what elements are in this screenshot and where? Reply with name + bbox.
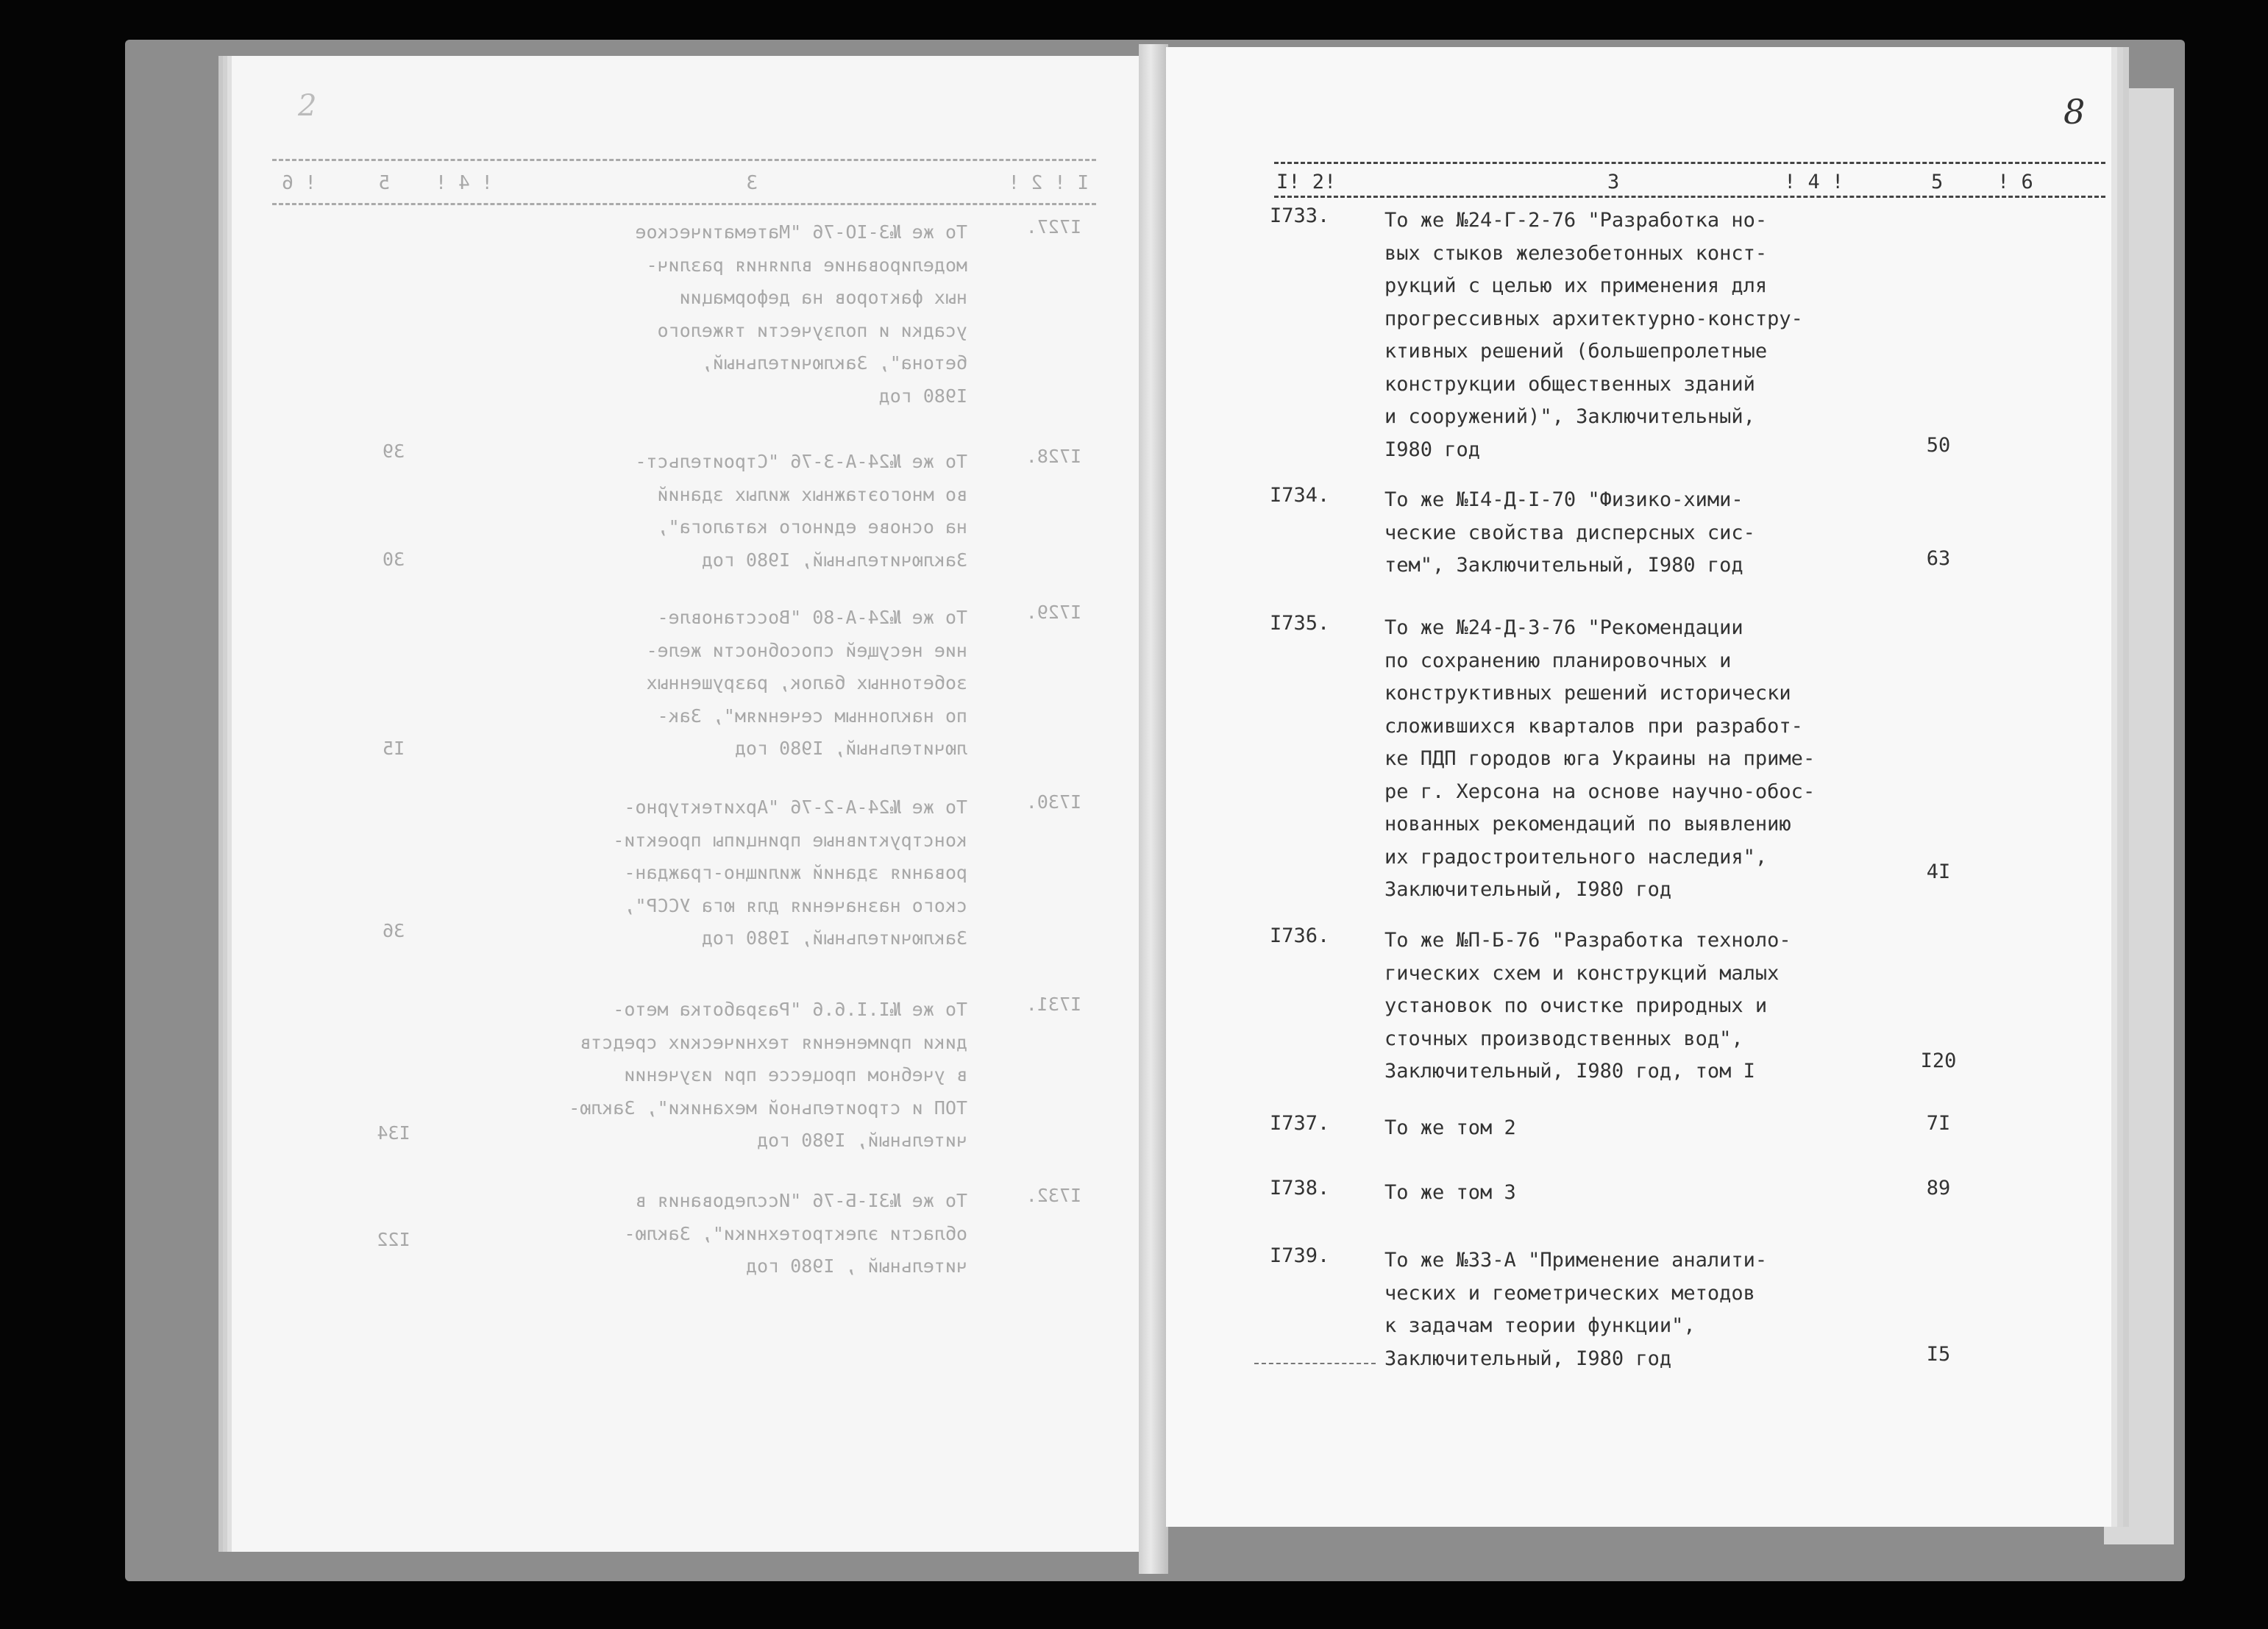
entry-pages: 89 [1926, 1177, 1951, 1200]
entry-number: I738. [1270, 1177, 1330, 1200]
cover-edge [2104, 88, 2174, 1544]
table-header-rule [272, 203, 1096, 205]
bleed-header-col-3: 3 [746, 172, 758, 194]
entry-text: То же №24-Д-3-76 "Рекомендации по сохранению планировочных и конструктивных решений исторически сложившихся кварталов при разработ- ке ПДП городов юга Украины на приме- ре г. Херсона на основе научно-обос- нованных рекомендаций по выявлению их градостроительного наследия", Заключительный, I980 год [1384, 616, 1816, 901]
bleed-page-number: 2 [298, 89, 317, 123]
table-top-rule [1274, 162, 2105, 164]
entry-number: I737. [1270, 1112, 1330, 1135]
bleed-entry-number: I732. [1025, 1185, 1081, 1206]
entry-pages: 7I [1926, 1112, 1951, 1135]
header-col-4: ! 4 ! [1784, 171, 1844, 193]
entry-number: I736. [1270, 924, 1330, 947]
bleed-header-col-6: ! 6 [282, 172, 316, 194]
entry-pages: 50 [1926, 434, 1951, 457]
bleed-entry-text: То же №24-А-80 "Восстановле- ние несущей способности желе- зобетонных балок, разрушенных по наклонным сечениям", Зак- лючительный, I980 год [646, 607, 967, 759]
entry-number: I739. [1270, 1244, 1330, 1267]
entry-pages: I5 [1926, 1343, 1951, 1366]
bleed-entry-number: I729. [1025, 602, 1081, 623]
bleed-entry-pages: I22 [377, 1229, 410, 1250]
bleed-entry-text: То же №3-IO-76 "Математическое моделирование влияния различ- ных факторов на деформации усадки и ползучести тяжелого бетона", Заключительный, I980 год [635, 221, 967, 407]
entry-pages: 63 [1926, 547, 1951, 570]
bleed-entry-text: То же №3I-Б-76 "Исследования в области электротехники", Заклю- чительный , I980 год [624, 1190, 967, 1277]
bleed-entry-number: I731. [1025, 994, 1081, 1015]
entry-text: То же №33-А "Применение аналити- ческих и геометрических методов к задачам теории функции", Заключительный, I980 год [1384, 1249, 1768, 1370]
book-gutter [1139, 44, 1168, 1574]
entry-number: I735. [1270, 612, 1330, 635]
header-col-6: ! 6 [1997, 171, 2033, 193]
entry-text: То же том 3 [1384, 1181, 1516, 1204]
bleed-entry-pages: I5 [382, 738, 405, 759]
bleed-entry-number: I727. [1025, 216, 1081, 238]
header-col-3: 3 [1607, 171, 1620, 193]
bleed-entry-number: I730. [1025, 791, 1081, 813]
bleed-entry-text: То же №24-А-2-76 "Архитектурно- конструктивные принципы проекти- рования зданий жилищно-граждан- ского назначения для юга УССР", Заключительный, I980 год [613, 796, 967, 949]
entry-text: То же №24-Г-2-76 "Разработка но- вых стыков железобетонных конст- рукций с целью их применения для прогрессивных архитектурно-констру- ктивных решений (большепролетные конструкции общественных зданий и сооружений)", Заключительный, I980 год [1384, 209, 1803, 461]
margin-dash-line [1254, 1363, 1376, 1364]
entry-text: То же том 2 [1384, 1116, 1516, 1139]
bleed-entry-pages: 30 [382, 549, 405, 570]
table-header-rule [1274, 196, 2105, 198]
bleed-entry-text: То же №24-А-3-76 "Строительст- во многоэтажных жилых зданий на основе единого каталога", Заключительный, I980 год [635, 451, 967, 571]
bleed-entry-text: То же №I.I.6.6 "Разработка мето- дики применения технических средств в учебном процессе при изучении ТОП и строительной механики", Заклю- чительный, I980 год [569, 999, 967, 1151]
entry-number: I733. [1270, 204, 1330, 227]
page-number: 8 [2063, 92, 2086, 132]
bleed-through-text [232, 56, 1140, 1552]
entry-text: То же №П-Б-76 "Разработка техноло- гических схем и конструкций малых установок по очистке природных и сточных производственных вод", Заключительный, I980 год, том I [1384, 929, 1791, 1083]
bleed-header-col-4: ! 4 ! [435, 172, 493, 194]
bleed-entry-pages: 36 [382, 920, 405, 941]
bleed-header-col-1-2: I ! 2 ! [1008, 172, 1089, 194]
bleed-entry-number: I728. [1025, 446, 1081, 467]
entry-text: То же №I4-Д-I-70 "Физико-хими- ческие свойства дисперсных сис- тем", Заключительный, I980 год [1384, 488, 1755, 577]
header-col-1-2: I! 2! [1276, 171, 1337, 193]
table-top-rule [272, 159, 1096, 161]
bleed-header-col-5: 5 [378, 172, 390, 194]
bleed-entry-pages: 39 [382, 441, 405, 462]
bleed-entry-pages: I34 [377, 1122, 410, 1144]
left-page [232, 56, 1140, 1552]
entry-number: I734. [1270, 484, 1330, 507]
header-col-5: 5 [1931, 171, 1944, 193]
entry-pages: 4I [1926, 860, 1951, 883]
entry-pages: I20 [1920, 1049, 1957, 1072]
bleed-header-row [272, 172, 1096, 202]
